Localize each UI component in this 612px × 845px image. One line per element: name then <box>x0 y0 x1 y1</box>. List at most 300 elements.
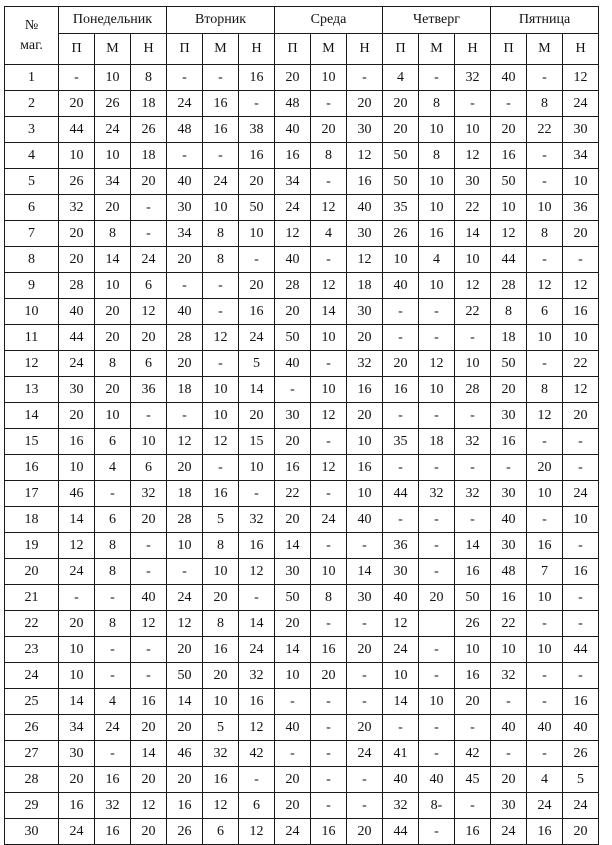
value-cell: 30 <box>491 481 527 507</box>
value-cell: - <box>167 65 203 91</box>
store-number-cell: 23 <box>5 637 59 663</box>
value-cell: - <box>311 689 347 715</box>
value-cell: 8- <box>419 793 455 819</box>
table-row <box>5 637 599 663</box>
value-cell: 14 <box>95 247 131 273</box>
table-row <box>5 351 599 377</box>
value-cell: 30 <box>275 559 311 585</box>
value-cell: 12 <box>419 351 455 377</box>
value-cell: 8 <box>311 585 347 611</box>
value-cell: 28 <box>491 273 527 299</box>
table-row <box>5 299 599 325</box>
value-cell: 12 <box>563 273 599 299</box>
table-row <box>5 325 599 351</box>
value-cell: - <box>563 585 599 611</box>
value-cell: 4 <box>527 767 563 793</box>
value-cell: 18 <box>167 481 203 507</box>
value-cell: 40 <box>383 585 419 611</box>
value-cell: 6 <box>131 351 167 377</box>
store-number-cell: 13 <box>5 377 59 403</box>
value-cell: 44 <box>383 819 419 845</box>
value-cell: - <box>563 533 599 559</box>
value-cell: 26 <box>59 169 95 195</box>
value-cell: 20 <box>131 325 167 351</box>
value-cell: 10 <box>167 533 203 559</box>
table-row <box>5 507 599 533</box>
value-cell: 40 <box>491 507 527 533</box>
value-cell: 24 <box>59 819 95 845</box>
value-cell: 14 <box>455 533 491 559</box>
table-row <box>5 611 599 637</box>
value-cell: 10 <box>527 637 563 663</box>
value-cell: 16 <box>527 819 563 845</box>
value-cell: 16 <box>239 533 275 559</box>
value-cell: 12 <box>239 715 275 741</box>
value-cell: 6 <box>527 299 563 325</box>
value-cell: 12 <box>275 221 311 247</box>
value-cell: 16 <box>383 377 419 403</box>
value-cell: 10 <box>527 325 563 351</box>
value-cell: 12 <box>491 221 527 247</box>
table-row <box>5 481 599 507</box>
value-cell: 16 <box>347 377 383 403</box>
value-cell: 10 <box>203 403 239 429</box>
value-cell: - <box>95 637 131 663</box>
value-cell: 12 <box>203 429 239 455</box>
value-cell: 24 <box>383 637 419 663</box>
value-cell: 10 <box>311 559 347 585</box>
store-number-cell: 19 <box>5 533 59 559</box>
value-cell: - <box>563 429 599 455</box>
value-cell: 20 <box>527 455 563 481</box>
value-cell: 16 <box>563 299 599 325</box>
value-cell: - <box>419 715 455 741</box>
value-cell: 40 <box>131 585 167 611</box>
store-number-cell: 22 <box>5 611 59 637</box>
value-cell: - <box>419 403 455 429</box>
value-cell: 32 <box>455 65 491 91</box>
table-row <box>5 429 599 455</box>
value-cell: - <box>383 325 419 351</box>
value-cell: - <box>383 403 419 429</box>
value-cell: - <box>347 767 383 793</box>
table-row <box>5 169 599 195</box>
value-cell: - <box>167 273 203 299</box>
value-cell: 30 <box>59 741 95 767</box>
value-cell: 12 <box>167 611 203 637</box>
value-cell: - <box>383 507 419 533</box>
value-cell: 24 <box>563 481 599 507</box>
value-cell: 12 <box>59 533 95 559</box>
value-cell: 12 <box>239 559 275 585</box>
value-cell: 24 <box>131 247 167 273</box>
value-cell: 20 <box>491 767 527 793</box>
day-header: Среда <box>275 7 383 34</box>
value-cell: 22 <box>455 195 491 221</box>
value-cell: 40 <box>275 117 311 143</box>
value-cell: 12 <box>203 793 239 819</box>
sub-header: П <box>491 34 527 65</box>
value-cell: - <box>527 741 563 767</box>
value-cell: 28 <box>275 273 311 299</box>
value-cell: 50 <box>167 663 203 689</box>
value-cell: 16 <box>239 65 275 91</box>
value-cell: 20 <box>167 637 203 663</box>
value-cell: 45 <box>455 767 491 793</box>
value-cell: 20 <box>131 169 167 195</box>
value-cell: - <box>419 325 455 351</box>
value-cell: 48 <box>167 117 203 143</box>
value-cell: 8 <box>491 299 527 325</box>
value-cell: - <box>167 559 203 585</box>
table-row <box>5 91 599 117</box>
value-cell: 10 <box>347 429 383 455</box>
value-cell: - <box>275 689 311 715</box>
value-cell: 35 <box>383 429 419 455</box>
value-cell: 22 <box>527 117 563 143</box>
value-cell: 10 <box>203 195 239 221</box>
value-cell: - <box>203 65 239 91</box>
value-cell: - <box>275 377 311 403</box>
value-cell: 24 <box>275 195 311 221</box>
value-cell: - <box>455 455 491 481</box>
store-number-cell: 10 <box>5 299 59 325</box>
value-cell: 40 <box>167 169 203 195</box>
value-cell: 44 <box>563 637 599 663</box>
value-cell: 10 <box>419 689 455 715</box>
table-row <box>5 221 599 247</box>
value-cell: 10 <box>203 377 239 403</box>
value-cell: 30 <box>347 585 383 611</box>
table-row <box>5 663 599 689</box>
value-cell: 30 <box>491 403 527 429</box>
value-cell: 12 <box>131 611 167 637</box>
table-row <box>5 793 599 819</box>
value-cell: 10 <box>203 689 239 715</box>
store-number-cell: 20 <box>5 559 59 585</box>
value-cell: 24 <box>527 793 563 819</box>
value-cell: 20 <box>275 507 311 533</box>
value-cell: 10 <box>419 169 455 195</box>
value-cell: - <box>311 715 347 741</box>
table-body <box>5 65 599 845</box>
value-cell: - <box>419 559 455 585</box>
value-cell: 20 <box>95 377 131 403</box>
value-cell: 20 <box>563 403 599 429</box>
value-cell: 10 <box>527 481 563 507</box>
value-cell: - <box>203 455 239 481</box>
value-cell: - <box>563 455 599 481</box>
sub-header: П <box>383 34 419 65</box>
value-cell: 10 <box>527 195 563 221</box>
value-cell: 20 <box>239 169 275 195</box>
value-cell: 10 <box>383 247 419 273</box>
table-header <box>5 7 599 65</box>
value-cell: 24 <box>95 715 131 741</box>
value-cell: 12 <box>527 273 563 299</box>
value-cell: 40 <box>347 195 383 221</box>
sub-header-row <box>5 34 599 65</box>
value-cell: 14 <box>275 637 311 663</box>
value-cell: - <box>131 403 167 429</box>
value-cell: 10 <box>455 247 491 273</box>
value-cell: 26 <box>95 91 131 117</box>
store-number-cell: 2 <box>5 91 59 117</box>
value-cell: 44 <box>383 481 419 507</box>
value-cell: 32 <box>131 481 167 507</box>
value-cell: 10 <box>131 429 167 455</box>
value-cell: 14 <box>239 377 275 403</box>
value-cell: 10 <box>59 455 95 481</box>
day-header: Вторник <box>167 7 275 34</box>
value-cell: 18 <box>419 429 455 455</box>
value-cell: 32 <box>347 351 383 377</box>
value-cell: - <box>203 299 239 325</box>
value-cell: - <box>491 91 527 117</box>
store-number-cell: 24 <box>5 663 59 689</box>
store-header-line2: маг. <box>20 37 43 53</box>
value-cell: 46 <box>167 741 203 767</box>
value-cell: 12 <box>563 377 599 403</box>
value-cell: 32 <box>383 793 419 819</box>
table-row <box>5 741 599 767</box>
value-cell: - <box>419 637 455 663</box>
value-cell: 40 <box>491 65 527 91</box>
value-cell: - <box>527 507 563 533</box>
value-cell: - <box>239 481 275 507</box>
value-cell: 6 <box>95 429 131 455</box>
value-cell: 30 <box>167 195 203 221</box>
value-cell: 16 <box>203 91 239 117</box>
value-cell: 14 <box>239 611 275 637</box>
value-cell: 40 <box>275 247 311 273</box>
store-number-cell: 12 <box>5 351 59 377</box>
value-cell: 20 <box>419 585 455 611</box>
value-cell: 22 <box>563 351 599 377</box>
sub-header: М <box>203 34 239 65</box>
table-row <box>5 585 599 611</box>
value-cell: 10 <box>203 559 239 585</box>
value-cell: - <box>59 65 95 91</box>
value-cell: 32 <box>419 481 455 507</box>
value-cell: 6 <box>95 507 131 533</box>
value-cell: - <box>131 663 167 689</box>
value-cell: 8 <box>95 611 131 637</box>
value-cell: 12 <box>383 611 419 637</box>
value-cell: 16 <box>347 455 383 481</box>
value-cell: 20 <box>239 273 275 299</box>
value-cell: 20 <box>563 221 599 247</box>
value-cell: - <box>131 221 167 247</box>
table-row <box>5 819 599 845</box>
value-cell: 35 <box>383 195 419 221</box>
value-cell: 12 <box>131 299 167 325</box>
value-cell: 24 <box>275 819 311 845</box>
value-cell: 24 <box>203 169 239 195</box>
value-cell: 50 <box>491 169 527 195</box>
value-cell: - <box>167 143 203 169</box>
value-cell: 20 <box>167 767 203 793</box>
value-cell: 4 <box>419 247 455 273</box>
store-number-cell: 29 <box>5 793 59 819</box>
value-cell: - <box>131 533 167 559</box>
value-cell: 20 <box>131 767 167 793</box>
value-cell: 6 <box>131 273 167 299</box>
value-cell: 20 <box>59 221 95 247</box>
day-header: Четверг <box>383 7 491 34</box>
store-header-line1: № <box>24 17 39 33</box>
value-cell: 7 <box>527 559 563 585</box>
value-cell: 34 <box>59 715 95 741</box>
value-cell: - <box>311 767 347 793</box>
value-cell: 8 <box>527 221 563 247</box>
value-cell: 12 <box>131 793 167 819</box>
value-cell: 24 <box>59 351 95 377</box>
store-number-cell: 17 <box>5 481 59 507</box>
value-cell: 4 <box>311 221 347 247</box>
value-cell: 14 <box>311 299 347 325</box>
table-row <box>5 273 599 299</box>
schedule-table <box>4 6 599 845</box>
value-cell: 30 <box>347 299 383 325</box>
sub-header: М <box>95 34 131 65</box>
value-cell: 10 <box>95 143 131 169</box>
value-cell: 40 <box>59 299 95 325</box>
value-cell: 20 <box>59 247 95 273</box>
value-cell: 32 <box>203 741 239 767</box>
value-cell: 32 <box>455 429 491 455</box>
value-cell: - <box>419 507 455 533</box>
table-container <box>4 6 599 845</box>
value-cell: 12 <box>311 273 347 299</box>
value-cell: 20 <box>275 611 311 637</box>
value-cell: 30 <box>383 559 419 585</box>
value-cell: - <box>383 299 419 325</box>
value-cell: 16 <box>167 793 203 819</box>
value-cell: 34 <box>167 221 203 247</box>
value-cell: - <box>455 507 491 533</box>
value-cell: 24 <box>167 91 203 117</box>
table-row <box>5 715 599 741</box>
value-cell: 18 <box>131 91 167 117</box>
value-cell: 28 <box>167 507 203 533</box>
value-cell: 32 <box>239 663 275 689</box>
sub-header: Н <box>455 34 491 65</box>
value-cell: 20 <box>167 351 203 377</box>
value-cell: - <box>311 481 347 507</box>
table-row <box>5 767 599 793</box>
value-cell: 20 <box>275 793 311 819</box>
value-cell: - <box>311 351 347 377</box>
value-cell: 50 <box>491 351 527 377</box>
value-cell: 12 <box>347 143 383 169</box>
value-cell: 16 <box>455 663 491 689</box>
value-cell: 10 <box>311 377 347 403</box>
value-cell: - <box>239 767 275 793</box>
value-cell: 16 <box>563 689 599 715</box>
value-cell: - <box>527 689 563 715</box>
value-cell: 12 <box>455 143 491 169</box>
store-number-cell: 8 <box>5 247 59 273</box>
store-number-cell: 21 <box>5 585 59 611</box>
value-cell: - <box>419 299 455 325</box>
value-cell: 16 <box>95 819 131 845</box>
value-cell: 50 <box>455 585 491 611</box>
sub-header: Н <box>347 34 383 65</box>
value-cell: 5 <box>563 767 599 793</box>
value-cell: 10 <box>455 351 491 377</box>
value-cell: 8 <box>203 611 239 637</box>
value-cell: - <box>203 143 239 169</box>
value-cell: 24 <box>59 559 95 585</box>
value-cell: 8 <box>95 533 131 559</box>
value-cell: 10 <box>563 325 599 351</box>
value-cell: 10 <box>95 273 131 299</box>
value-cell: 16 <box>59 429 95 455</box>
value-cell: 42 <box>239 741 275 767</box>
value-cell: 8 <box>95 559 131 585</box>
value-cell: 12 <box>311 195 347 221</box>
value-cell: 41 <box>383 741 419 767</box>
value-cell: 20 <box>59 611 95 637</box>
value-cell: 10 <box>59 663 95 689</box>
value-cell: 10 <box>491 637 527 663</box>
value-cell: 34 <box>95 169 131 195</box>
value-cell: 20 <box>167 715 203 741</box>
value-cell: 20 <box>131 507 167 533</box>
value-cell: 50 <box>275 585 311 611</box>
value-cell: 8 <box>203 533 239 559</box>
value-cell: 16 <box>95 767 131 793</box>
value-cell: 6 <box>239 793 275 819</box>
sub-header: М <box>419 34 455 65</box>
value-cell: - <box>527 663 563 689</box>
value-cell: - <box>311 429 347 455</box>
value-cell: - <box>455 325 491 351</box>
value-cell: - <box>239 585 275 611</box>
value-cell: - <box>419 663 455 689</box>
value-cell: - <box>527 429 563 455</box>
value-cell: 20 <box>275 65 311 91</box>
value-cell: - <box>311 247 347 273</box>
value-cell: - <box>491 741 527 767</box>
value-cell: 10 <box>239 221 275 247</box>
value-cell: 10 <box>95 403 131 429</box>
value-cell: 30 <box>347 221 383 247</box>
store-number-cell: 1 <box>5 65 59 91</box>
value-cell: 10 <box>275 663 311 689</box>
value-cell: 16 <box>275 455 311 481</box>
value-cell: 26 <box>383 221 419 247</box>
value-cell: 20 <box>275 299 311 325</box>
value-cell: - <box>203 273 239 299</box>
value-cell: 12 <box>239 819 275 845</box>
value-cell: - <box>527 351 563 377</box>
value-cell: 12 <box>203 325 239 351</box>
value-cell: - <box>311 533 347 559</box>
value-cell: 20 <box>95 195 131 221</box>
value-cell: 40 <box>563 715 599 741</box>
value-cell: - <box>311 793 347 819</box>
value-cell: 16 <box>491 585 527 611</box>
value-cell: 8 <box>419 143 455 169</box>
value-cell: - <box>311 741 347 767</box>
sub-header: М <box>311 34 347 65</box>
value-cell: 6 <box>203 819 239 845</box>
value-cell: 10 <box>59 143 95 169</box>
value-cell: 8 <box>311 143 347 169</box>
value-cell: 16 <box>563 559 599 585</box>
